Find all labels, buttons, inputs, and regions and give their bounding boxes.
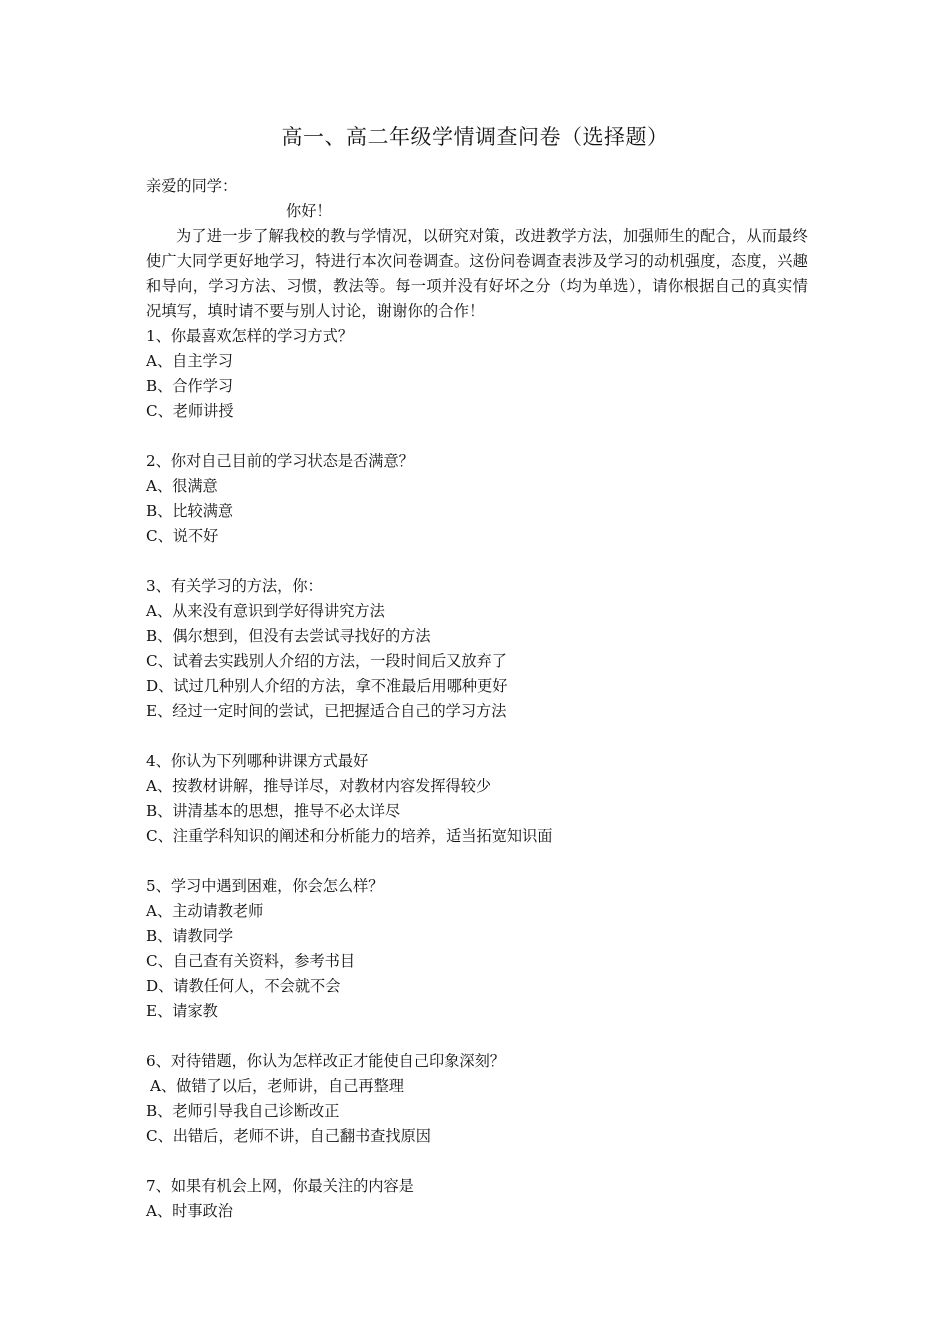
question-2-option-b: B、比较满意 — [146, 502, 234, 520]
question-4-option-c: C、注重学科知识的阐述和分析能力的培养，适当拓宽知识面 — [146, 827, 553, 845]
question-1-option-b: B、合作学习 — [146, 377, 234, 395]
salutation: 亲爱的同学： — [146, 177, 238, 195]
question-6-text: 6、对待错题，你认为怎样改正才能使自己印象深刻？ — [146, 1052, 505, 1070]
intro-paragraph: 为了进一步了解我校的教与学情况，以研究对策，改进教学方法，加强师生的配合，从而最终使广大同学更好地学习，特进行本次问卷调查。这份问卷调查表涉及学习的动机强度，态度，兴趣和导向，学习方法、习惯，教法等。每一项并没有好坏之分（均为单选），请你根据自己的真实情况填写，填时请不要与别人讨论，谢谢你的合作！ — [146, 227, 808, 320]
question-2-text: 2、你对自己目前的学习状态是否满意？ — [146, 452, 414, 470]
question-5-option-b: B、请教同学 — [146, 927, 234, 945]
spacer — [146, 724, 808, 749]
question-5-option-e: E、请家教 — [146, 1002, 218, 1020]
spacer — [146, 1024, 808, 1049]
spacer — [146, 424, 808, 449]
question-1-text: 1、你最喜欢怎样的学习方式？ — [146, 327, 354, 345]
question-5-text: 5、学习中遇到困难，你会怎么样？ — [146, 877, 384, 895]
question-6-option-a: A、做错了以后，老师讲，自己再整理 — [150, 1077, 404, 1095]
question-4-option-b: B、讲清基本的思想，推导不必太详尽 — [146, 802, 401, 820]
spacer — [146, 549, 808, 574]
question-6-option-c: C、出错后，老师不讲，自己翻书查找原因 — [146, 1127, 431, 1145]
question-2-option-c: C、说不好 — [146, 527, 219, 545]
spacer — [146, 1149, 808, 1174]
question-2-option-a: A、很满意 — [146, 477, 218, 495]
question-3-option-a: A、从来没有意识到学好得讲究方法 — [146, 602, 385, 620]
question-4-option-a: A、按教材讲解，推导详尽，对教材内容发挥得较少 — [146, 777, 492, 795]
question-3-option-b: B、偶尔想到，但没有去尝试寻找好的方法 — [146, 627, 431, 645]
document-title: 高一、高二年级学情调查问卷（选择题） — [281, 125, 669, 149]
question-6-option-b: B、老师引导我自己诊断改正 — [146, 1102, 340, 1120]
question-3-option-c: C、试着去实践别人介绍的方法，一段时间后又放弃了 — [146, 652, 507, 670]
document-body — [146, 174, 808, 1224]
spacer — [146, 849, 808, 874]
question-5-option-d: D、请教任何人，不会就不会 — [146, 977, 341, 995]
question-3-option-d: D、试过几种别人介绍的方法，拿不准最后用哪种更好 — [146, 677, 508, 695]
question-7-option-a: A、时事政治 — [146, 1202, 233, 1220]
question-3-option-e: E、经过一定时间的尝试，已把握适合自己的学习方法 — [146, 702, 507, 720]
question-7-text: 7、如果有机会上网，你最关注的内容是 — [146, 1177, 414, 1195]
greeting: 你好！ — [286, 202, 332, 220]
question-5-option-c: C、自己查有关资料，参考书目 — [146, 952, 356, 970]
question-3-text: 3、有关学习的方法，你： — [146, 577, 323, 595]
question-1-option-a: A、自主学习 — [146, 352, 233, 370]
question-5-option-a: A、主动请教老师 — [146, 902, 264, 920]
question-4-text: 4、你认为下列哪种讲课方式最好 — [146, 752, 369, 770]
question-1-option-c: C、老师讲授 — [146, 402, 234, 420]
